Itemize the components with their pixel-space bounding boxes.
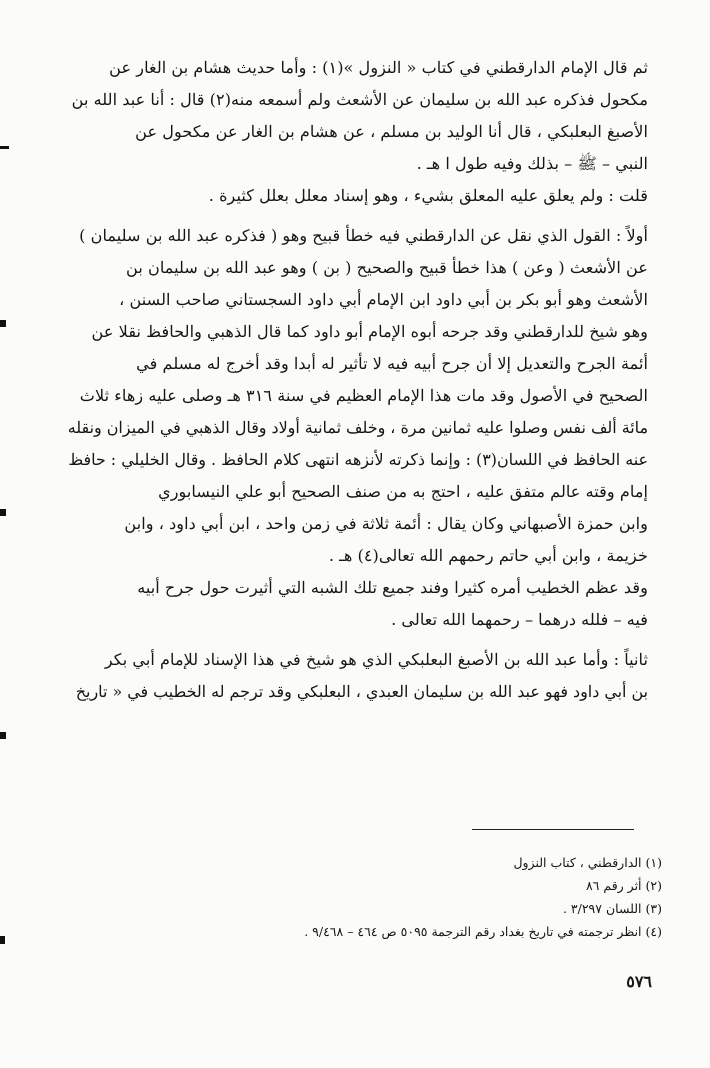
main-text <box>68 52 648 708</box>
paragraph-second-point <box>68 644 648 708</box>
text-line: أولاً : القول الذي نقل عن الدارقطني فيه خطأ قبيح وهو ( فذكره عبد الله بن سليمان ) <box>79 226 648 245</box>
paragraph-first-point <box>68 220 648 572</box>
text-line: الصحيح في الأصول وقد مات هذا الإمام العظيم في سنة ٣١٦ هـ وصلى عليه زهاء ثلاث <box>79 386 648 405</box>
paragraph-comment <box>68 180 648 212</box>
text-line: فيه – فلله درهما – رحمهما الله تعالى . <box>391 610 648 629</box>
scan-mark <box>0 146 9 149</box>
text-line: وقد عظم الخطيب أمره كثيرا وفند جميع تلك الشبه التي أثيرت حول جرح أبيه <box>137 578 648 597</box>
text-line: أئمة الجرح والتعديل إلا أن جرح أبيه فيه لا تأثير له أبدا وقد أخرج له مسلم في <box>136 354 648 373</box>
text-line: خزيمة ، وابن أبي حاتم رحمهم الله تعالى(٤) هـ . <box>328 546 648 565</box>
footnote: (٣) اللسان ٣/٢٩٧ . <box>562 901 662 916</box>
text-line: الأشعث وهو أبو بكر بن أبي داود ابن الإمام أبي داود السجستاني صاحب السنن ، <box>119 290 648 309</box>
text-line: ثانياً : وأما عبد الله بن الأصبغ البعلبكي الذي هو شيخ في هذا الإسناد للإمام أبي بكر <box>104 650 648 669</box>
footnote-separator <box>472 829 634 830</box>
footnote: (١) الدارقطني ، كتاب النزول <box>513 855 662 870</box>
scan-mark <box>0 320 6 327</box>
footnotes <box>68 851 662 943</box>
text-line: وابن حمزة الأصبهاني وكان يقال : أئمة ثلاثة في زمن واحد ، ابن أبي داود ، وابن <box>124 514 648 533</box>
text-line: قلت : ولم يعلق عليه المعلق بشيء ، وهو إسناد معلل بعلل كثيرة . <box>208 186 648 205</box>
text-line: بن أبي داود فهو عبد الله بن سليمان العبدي ، البعلبكي وقد ترجم له الخطيب في « تاريخ <box>75 682 648 701</box>
text-line: عن الأشعث ( وعن ) هذا خطأ قبيح والصحيح ( بن ) وهو عبد الله بن سليمان بن <box>126 258 648 277</box>
text-line: مكحول فذكره عبد الله بن سليمان عن الأشعث ولم أسمعه منه(٢) قال : أنا عبد الله بن <box>71 90 648 109</box>
footnote: (٤) انظر ترجمته في تاريخ بغداد رقم الترجمة ٥٠٩٥ ص ٤٦٤ – ٩/٤٦٨ . <box>304 924 662 939</box>
footnote: (٢) أثر رقم ٨٦ <box>585 878 662 893</box>
text-line: إمام وقته عالم متفق عليه ، احتج به من صنف الصحيح أبو علي النيسابوري <box>158 482 648 501</box>
text-line: الأصبغ البعلبكي ، قال أنا الوليد بن مسلم ، عن هشام بن الغار عن مكحول عن <box>135 122 648 141</box>
paragraph-hadith-quote <box>68 52 648 180</box>
text-line: ثم قال الإمام الدارقطني في كتاب « النزول »(١) : وأما حديث هشام بن الغار عن <box>109 58 648 77</box>
text-line: عنه الحافظ في اللسان(٣) : وإنما ذكرته لأنزهه انتهى كلام الحافظ . وقال الخليلي : حافظ <box>68 450 648 469</box>
text-line: النبي – ﷺ – بذلك وفيه طول ا هـ . <box>416 154 648 173</box>
scan-mark <box>0 936 5 944</box>
scan-mark <box>0 509 6 516</box>
text-line: مائة ألف نفس وصلوا عليه ثمانين مرة ، وخلف ثمانية أولاد وقال الذهبي في الميزان ونقله <box>67 418 648 437</box>
page-number: ٥٧٦ <box>626 972 652 991</box>
scan-mark <box>0 732 6 739</box>
text-line: وهو شيخ للدارقطني وقد جرحه أبوه الإمام أبو داود كما قال الذهبي والحافظ نقلا عن <box>91 322 648 341</box>
paragraph-khatib <box>68 572 648 636</box>
